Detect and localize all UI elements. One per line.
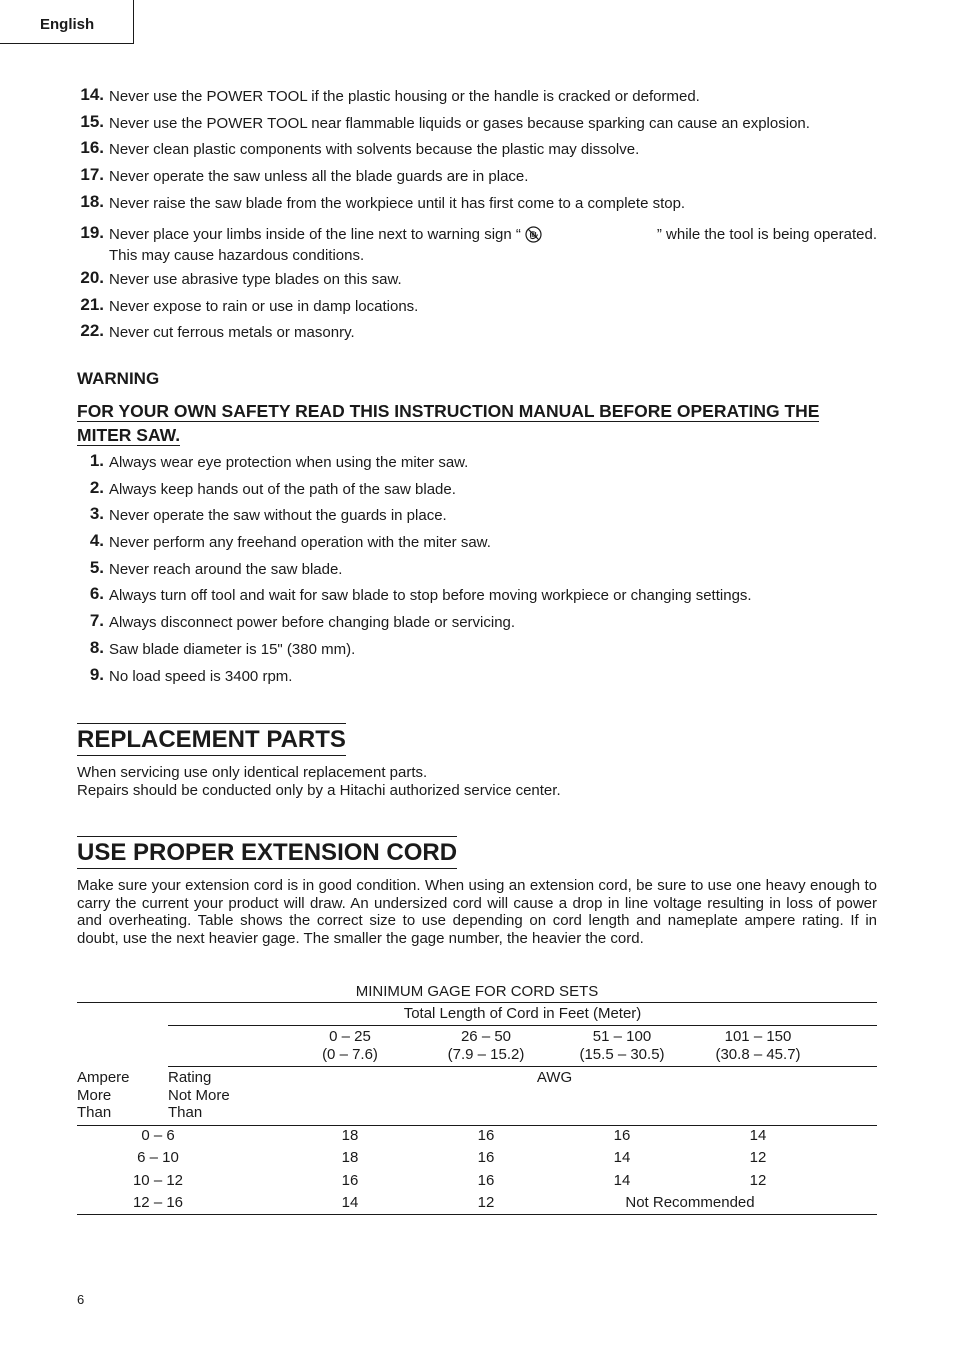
length-col-feet: 26 – 50 [460,1028,512,1045]
rule-number: 21. [80,294,104,314]
rule-text: Never use the POWER TOOL near flammable liquids or gases because sparking can cause an explosion. [109,114,810,132]
awg-value: 18 [341,1149,359,1166]
warning-section [77,369,877,389]
warning-text: No load speed is 3400 rpm. [109,667,293,685]
rule-number: 20. [80,268,104,287]
ampere-range: 6 – 10 [137,1149,179,1166]
warning-item [77,611,877,641]
rule-text: Never use abrasive type blades on this saw. [109,271,402,288]
rule-number: 14. [80,85,104,104]
warning-text: Never perform any freehand operation with the miter saw. [109,534,491,552]
rule-19 [77,223,877,264]
table-top-rule [77,1002,877,1003]
warning-subheading-block [77,399,877,447]
length-col-meter: (30.8 – 45.7) [715,1045,801,1063]
awg-value: 12 [477,1194,495,1211]
awg-value: 18 [341,1127,359,1144]
rule-item [77,268,877,298]
length-header: Total Length of Cord in Feet (Meter) [403,1005,642,1022]
warning-item [77,451,877,481]
page-number: 6 [77,1292,85,1307]
rule-number: 17. [80,165,104,185]
warning-heading: WARNING [77,369,160,388]
length-col-meter: (7.9 – 15.2) [447,1045,525,1063]
ampere-range: 10 – 12 [132,1172,184,1189]
rule-item [77,321,877,351]
awg-value: 16 [477,1172,495,1189]
cord-gage-table [77,1002,877,1215]
warning-text: Always keep hands out of the path of the saw blade. [109,480,456,498]
table-caption: MINIMUM GAGE FOR CORD SETS [355,983,599,1000]
warning-item [77,557,877,588]
rating-label: Rating Not More Than [168,1069,230,1121]
awg-value: 12 [749,1149,767,1166]
warning-item [77,637,877,668]
warning-text: Always turn off tool and wait for saw blade to stop before moving workpiece or changing settings. [109,587,752,605]
length-col-feet: 51 – 100 [592,1028,652,1045]
warning-number: 9. [89,664,104,684]
rule-item [77,138,877,168]
rule-text-line2: This may cause hazardous conditions. [109,247,365,264]
awg-label: AWG [536,1069,573,1086]
rule-item [77,294,877,325]
replacement-parts-title: REPLACEMENT PARTS [77,723,346,756]
no-hands-warning-icon [525,226,542,247]
rule-text: Never clean plastic components with solvents because the plastic may dissolve. [109,141,640,159]
replacement-line-1: When servicing use only identical replacement parts. [77,764,428,781]
length-col-feet: 101 – 150 [724,1028,792,1045]
rule-text: Never cut ferrous metals or masonry. [109,324,355,342]
warning-item [77,531,877,561]
awg-value: 16 [341,1172,359,1189]
warning-item [77,504,877,534]
rules-list-continued [77,85,877,221]
warning-text: Saw blade diameter is 15" (380 mm). [109,640,356,658]
rule-item [77,165,877,195]
header-bottom-rule [77,1125,877,1126]
rule-number: 15. [80,111,104,131]
rule-number: 19. [80,223,104,242]
extension-cord-body [77,877,877,947]
rule-number: 18. [80,191,104,211]
warning-number: 2. [89,477,104,497]
warning-number: 6. [89,584,104,604]
language-label: English [40,16,95,33]
rule-text-end: ” while the tool is being operated. [656,226,877,243]
warning-number: 1. [89,451,104,470]
replacement-line-2: Repairs should be conducted only by a Hitachi authorized service center. [77,781,561,799]
awg-value: 14 [613,1149,631,1166]
rule-item [77,191,877,222]
awg-value: 16 [477,1149,495,1166]
warning-number: 8. [89,637,104,657]
rule-item [77,85,877,115]
warning-text: Always disconnect power before changing blade or servicing. [109,614,516,632]
warning-number: 4. [89,531,104,551]
not-recommended-cell: Not Recommended [625,1194,755,1211]
ampere-range: 0 – 6 [141,1127,175,1144]
warning-text: Never reach around the saw blade. [109,560,343,578]
replacement-parts-body [77,764,877,799]
warning-item [77,584,877,614]
warning-number: 7. [89,611,104,631]
awg-value: 14 [749,1127,767,1144]
rule-text: Never expose to rain or use in damp locations. [109,297,419,315]
rule-number: 22. [80,321,104,341]
rule-item [77,111,877,142]
rule-text: Never raise the saw blade from the workpiece until it has first come to a complete stop. [109,194,686,212]
warning-number: 5. [89,557,104,577]
length-col-feet: 0 – 25 [329,1028,371,1045]
warning-item [77,477,877,508]
rule-item [77,223,877,264]
length-col-meter: (0 – 7.6) [322,1045,378,1063]
warning-item [77,664,877,695]
extension-cord-title: USE PROPER EXTENSION CORD [77,836,457,869]
language-tab [0,0,134,44]
awg-value: 16 [477,1127,495,1144]
length-cols-rule [168,1066,877,1067]
rules-list-end [77,268,877,351]
rule-number: 16. [80,138,104,158]
warning-text: Always wear eye protection when using the miter saw. [109,454,469,471]
table-bottom-rule [77,1214,877,1215]
ampere-range: 12 – 16 [132,1194,184,1211]
awg-value: 16 [613,1127,631,1144]
length-header-rule [168,1025,877,1026]
awg-value: 12 [749,1172,767,1189]
length-col-meter: (15.5 – 30.5) [579,1045,665,1063]
rule-text: Never use the POWER TOOL if the plastic housing or the handle is cracked or deformed. [109,88,700,105]
warning-number: 3. [89,504,104,524]
warning-subheading: FOR YOUR OWN SAFETY READ THIS INSTRUCTION MANUAL BEFORE OPERATING THE MITER SAW. [77,401,820,445]
rule-text: Never place your limbs inside of the line next to warning sign “ [109,226,521,243]
rule-text: Never operate the saw unless all the blade guards are in place. [109,168,529,186]
warning-list [77,451,877,694]
extension-cord-paragraph: Make sure your extension cord is in good condition. When using an extension cord, be sure to use one heavy enough to carry the current your product will draw. An undersized cord will cause a drop in line voltage resulting in loss of power and overheating. Table shows the correct size to use depending on cord length and nameplate ampere rating. If in doubt, use the next heavier gage. The smaller the gage number, the heavier the cord. [77,877,877,947]
awg-value: 14 [613,1172,631,1189]
awg-value: 14 [341,1194,359,1211]
ampere-label: Ampere More Than [77,1069,130,1121]
warning-text: Never operate the saw without the guards in place. [109,507,447,525]
